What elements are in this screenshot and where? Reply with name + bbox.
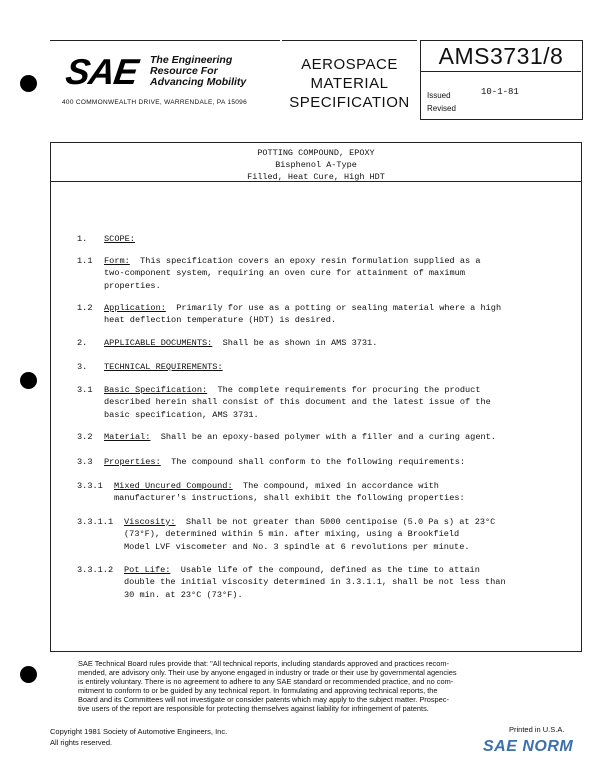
- punch-hole: [20, 372, 37, 389]
- punch-hole: [20, 666, 37, 683]
- revised-label: Revised: [427, 104, 456, 113]
- sae-address: 400 COMMONWEALTH DRIVE, WARRENDALE, PA 15096: [62, 99, 248, 106]
- sae-logo-block: [50, 40, 280, 121]
- issued-date: 10-1-81: [481, 87, 519, 97]
- sae-logo: SAE: [63, 51, 140, 92]
- spec-number-box: [420, 40, 583, 120]
- issued-label: Issued: [427, 91, 451, 100]
- document-title: POTTING COMPOUND, EPOXY Bisphenol A-Type Filled, Heat Cure, High HDT: [51, 143, 581, 182]
- document-type: AEROSPACE MATERIAL SPECIFICATION: [282, 40, 417, 120]
- copyright-notice: Copyright 1981 Society of Automotive Engineers, Inc.: [50, 727, 228, 736]
- technical-board-notice: SAE Technical Board rules provide that: "All technical reports, including standards approved and practices recom- mended, are advisory only. Their use by anyone engaged in industry or trade or their use by governmental agencies is entirely voluntary. There is no agreement to adhere to any SAE standard or recommended practice, and no com- mitment to conform to or be guided by any technical report. In formulating and approving technical reports, the Board and its Committees will not investigate or consider patents which may apply to the subject matter. Prospec- tive users of the report are responsible for protecting themselves against liability for infringement of patents.: [78, 659, 457, 714]
- spec-number: AMS3731/8: [421, 41, 581, 72]
- sae-tagline: The Engineering Resource For Advancing Mobility: [150, 54, 247, 88]
- sae-norm-watermark: SAE NORM: [483, 738, 574, 755]
- document-header: [50, 40, 583, 120]
- printed-in: Printed in U.S.A.: [509, 725, 565, 734]
- rights-reserved: All rights reserved.: [50, 738, 113, 747]
- punch-hole: [20, 75, 37, 92]
